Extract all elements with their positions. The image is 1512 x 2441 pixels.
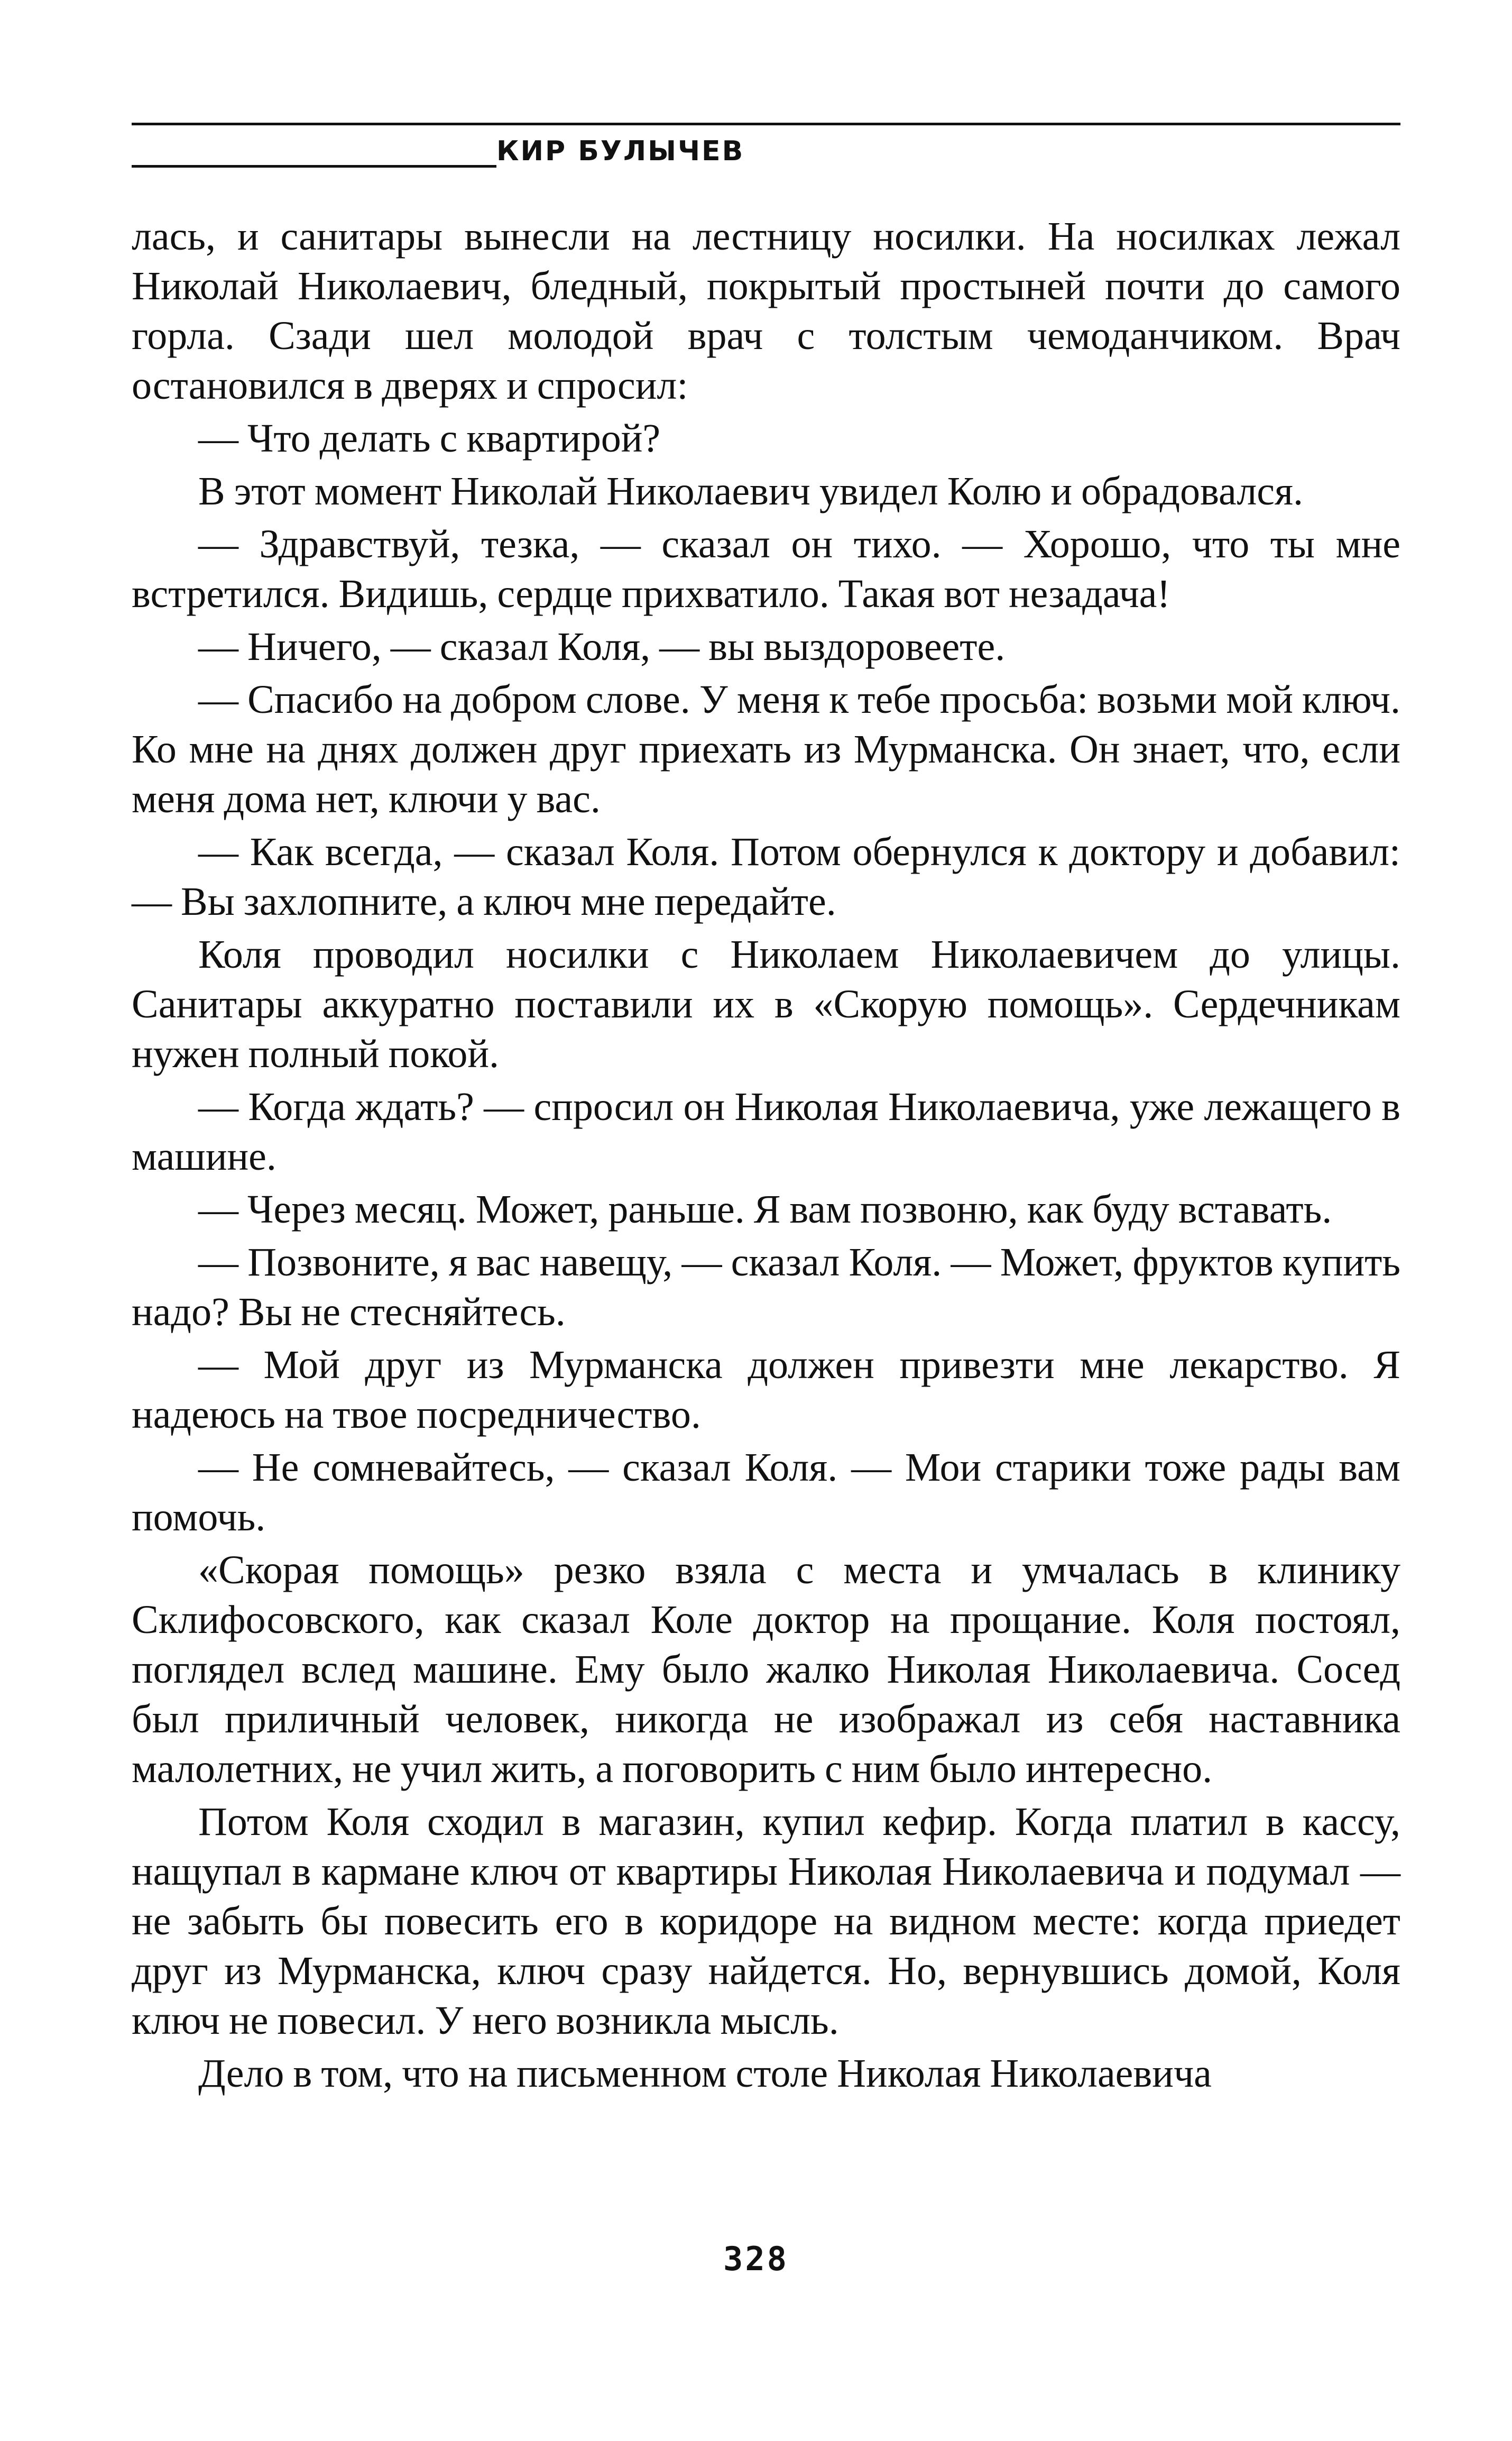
paragraph: — Спасибо на добром слове. У меня к тебе просьба: возьми мой ключ. Ко мне на днях должен друг приехать из Мурманска. Он знает, что, если меня дома нет, ключи у вас. bbox=[132, 677, 1400, 821]
paragraph: — Через месяц. Может, раньше. Я вам позвоню, как буду вставать. bbox=[198, 1187, 1332, 1232]
header-left-rule bbox=[132, 165, 496, 168]
paragraph: — Мой друг из Мурманска должен привезти мне лекарство. Я надеюсь на твое посредничество. bbox=[132, 1343, 1400, 1437]
paragraph: Дело в том, что на письменном столе Николая Николаевича bbox=[198, 2051, 1212, 2096]
paragraph: — Позвоните, я вас навещу, — сказал Коля. — Может, фруктов купить надо? Вы не стесняйтесь. bbox=[132, 1240, 1400, 1334]
paragraph: — Не сомневайтесь, — сказал Коля. — Мои старики тоже рады вам помочь. bbox=[132, 1445, 1400, 1539]
paragraph: — Как всегда, — сказал Коля. Потом обернулся к доктору и добавил: — Вы захлопните, а ключ мне передайте. bbox=[132, 830, 1400, 924]
paragraph: — Когда ждать? — спросил он Николая Николаевича, уже лежащего в машине. bbox=[132, 1085, 1400, 1179]
page-number: 328 bbox=[723, 2240, 789, 2278]
paragraph: Потом Коля сходил в магазин, купил кефир. Когда платил в кассу, нащупал в кармане ключ от квартиры Николая Николаевича и подумал — не забыть бы повесить его в коридоре на видном месте: когда приедет друг из Мурманска, ключ сразу найдется. Но, вернувшись домой, Коля ключ не повесил. У него возникла мысль. bbox=[132, 1800, 1400, 2043]
paragraph: «Скорая помощь» резко взяла с места и умчалась в клинику Склифосовского, как сказал Коле доктор на прощание. Коля постоял, поглядел вслед машине. Ему было жалко Николая Николаевича. Сосед был приличный человек, никогда не изображал из себя наставника малолетних, не учил жить, а поговорить с ним было интересно. bbox=[132, 1548, 1400, 1791]
paragraph: — Здравствуй, тезка, — сказал он тихо. — Хорошо, что ты мне встретился. Видишь, сердце прихватило. Такая вот незадача! bbox=[132, 522, 1400, 616]
paragraph: Коля проводил носилки с Николаем Николаевичем до улицы. Санитары аккуратно поставили их в «Скорую помощь». Сердечникам нужен полный покой. bbox=[132, 932, 1400, 1076]
page-header bbox=[132, 123, 1400, 170]
paragraph: В этот момент Николай Николаевич увидел Колю и обрадовался. bbox=[198, 469, 1303, 513]
running-head-author: КИР БУЛЫЧЕВ bbox=[496, 135, 745, 167]
header-top-rule bbox=[132, 123, 1400, 125]
body-text bbox=[132, 212, 1400, 2102]
paragraph: — Ничего, — сказал Коля, — вы выздоровеете. bbox=[198, 625, 1006, 669]
paragraph: лась, и санитары вынесли на лестницу носилки. На носилках лежал Николай Николаевич, бледный, покрытый простыней почти до самого горла. Сзади шел молодой врач с толстым чемоданчиком. Врач остановился в дверях и спросил: bbox=[132, 214, 1400, 408]
paragraph: — Что делать с квартирой? bbox=[198, 416, 661, 461]
